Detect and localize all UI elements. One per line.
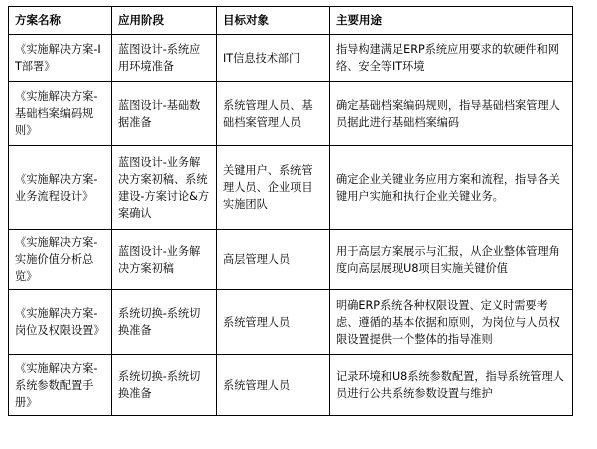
cell-main-purpose: 确定基础档案编码规则，指导基础档案管理人员据此进行基础档案编码 — [330, 82, 573, 146]
cell-target-audience: 关键用户、系统管理人员、企业项目实施团队 — [217, 146, 330, 230]
cell-target-audience: 系统管理人员 — [217, 290, 330, 355]
cell-solution-name: 《实施解决方案-岗位及权限设置》 — [9, 290, 112, 355]
table-row — [9, 82, 573, 146]
table-row — [9, 146, 573, 230]
cell-solution-name: 《实施解决方案-系统参数配置手册》 — [9, 355, 112, 416]
header-application-stage: 应用阶段 — [112, 7, 217, 35]
table-row — [9, 35, 573, 82]
cell-main-purpose: 确定企业关键业务应用方案和流程，指导各关键用户实施和执行企业关键业务。 — [330, 146, 573, 230]
solution-table — [8, 6, 573, 416]
cell-application-stage: 蓝图设计-基础数据准备 — [112, 82, 217, 146]
table-row — [9, 355, 573, 416]
header-target-audience: 目标对象 — [217, 7, 330, 35]
cell-solution-name: 《实施解决方案-实施价值分析总览》 — [9, 230, 112, 290]
cell-application-stage: 蓝图设计-业务解决方案初稿、系统建设-方案讨论&方案确认 — [112, 146, 217, 230]
cell-target-audience: 系统管理人员 — [217, 355, 330, 416]
cell-main-purpose: 用于高层方案展示与汇报，从企业整体管理角度向高层展现U8项目实施关键价值 — [330, 230, 573, 290]
table-header-row — [9, 7, 573, 35]
cell-application-stage: 蓝图设计-业务解决方案初稿 — [112, 230, 217, 290]
cell-main-purpose: 明确ERP系统各种权限设置、定义时需要考虑、遵循的基本依据和原则，为岗位与人员权限设置提供一个整体的指导准则 — [330, 290, 573, 355]
table-row — [9, 230, 573, 290]
table-row — [9, 290, 573, 355]
cell-solution-name: 《实施解决方案-基础档案编码规则》 — [9, 82, 112, 146]
cell-application-stage: 系统切换-系统切换准备 — [112, 355, 217, 416]
cell-target-audience: IT信息技术部门 — [217, 35, 330, 82]
cell-solution-name: 《实施解决方案-业务流程设计》 — [9, 146, 112, 230]
cell-application-stage: 系统切换-系统切换准备 — [112, 290, 217, 355]
cell-main-purpose: 指导构建满足ERP系统应用要求的软硬件和网络、安全等IT环境 — [330, 35, 573, 82]
cell-target-audience: 高层管理人员 — [217, 230, 330, 290]
cell-application-stage: 蓝图设计-系统应用环境准备 — [112, 35, 217, 82]
cell-solution-name: 《实施解决方案-IT部署》 — [9, 35, 112, 82]
cell-target-audience: 系统管理人员、基础档案管理人员 — [217, 82, 330, 146]
header-solution-name: 方案名称 — [9, 7, 112, 35]
header-main-purpose: 主要用途 — [330, 7, 573, 35]
cell-main-purpose: 记录环境和U8系统参数配置，指导系统管理人员进行公共系统参数设置与维护 — [330, 355, 573, 416]
